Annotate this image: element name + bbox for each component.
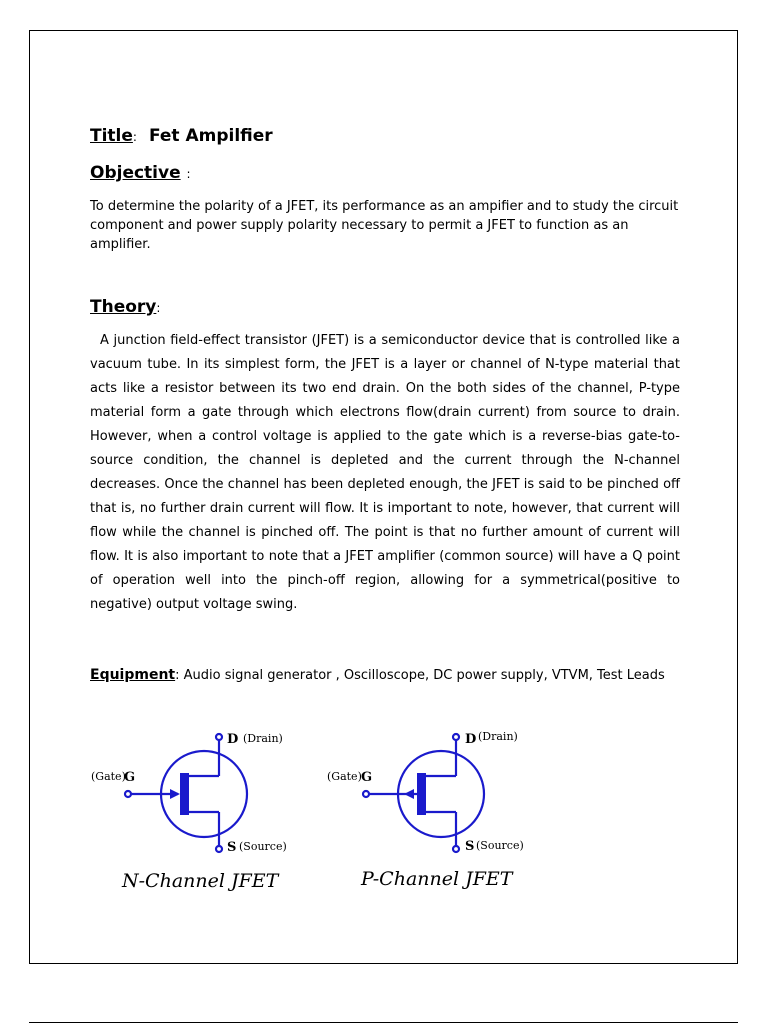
title-label: Title — [90, 126, 133, 146]
p-source-letter: S — [465, 839, 475, 854]
objective-paragraph: To determine the polarity of a JFET, its performance as an ampifier and to study the circuit component and power supply polarity necessary to permit a JFET to function as an amplifier. — [90, 199, 679, 252]
n-source-label: (Source) — [239, 840, 287, 853]
n-gate-terminal — [125, 791, 131, 797]
footer-rule — [29, 1022, 738, 1023]
p-channel-caption: P-Channel JFET — [361, 868, 513, 890]
n-gate-label: (Gate) — [91, 770, 126, 783]
p-drain-terminal — [453, 734, 459, 740]
n-channel-bar — [180, 773, 189, 815]
jfet-diagram — [86, 722, 546, 898]
p-source-terminal — [453, 846, 459, 852]
document-title: Fet Ampilfier — [148, 126, 273, 146]
p-gate-arrow — [404, 789, 414, 799]
theory-paragraph: A junction field-effect transistor (JFET) is a semiconductor device that is controlled like a vacuum tube. In its simplest form, the JFET is a layer or channel of N-type material that acts like a resistor between its two end drain. On the both sides of the channel, P-type material form a gate through which electrons flow(drain current) from source to drain. However, when a control voltage is applied to the gate which is a reverse-bias gate-to-source condition, the channel is depleted and the current through the N-channel decreases. Once the channel has been depleted enough, the JFET is said to be pinched off that is, no further drain current will flow. It is important to note, however, that current will flow while the channel is pinched off. The point is that no further amount of current will flow. It is also important to note that a JFET amplifier (common source) will have a Q point of operation well into the pinch-off region, allowing for a symmetrical(positive to negative) output voltage swing. — [90, 333, 680, 612]
n-drain-label: (Drain) — [243, 732, 283, 745]
equipment-list: : Audio signal generator , Oscilloscope, DC power supply, VTVM, Test Leads — [175, 668, 665, 683]
theory-label: Theory — [90, 297, 157, 317]
p-drain-letter: D — [465, 732, 477, 747]
n-source-letter: S — [227, 840, 237, 855]
n-gate-arrow — [170, 789, 180, 799]
n-channel-symbol — [125, 734, 247, 852]
objective-heading — [90, 163, 191, 183]
p-gate-letter: G — [361, 770, 373, 785]
objective-colon: : — [186, 167, 191, 181]
equipment-label: Equipment — [90, 667, 176, 683]
p-gate-terminal — [363, 791, 369, 797]
n-drain-terminal — [216, 734, 222, 740]
p-source-label: (Source) — [476, 839, 524, 852]
n-channel-caption: N-Channel JFET — [122, 870, 279, 892]
p-channel-symbol — [363, 734, 484, 852]
title-colon: : — [132, 130, 137, 144]
n-source-terminal — [216, 846, 222, 852]
p-channel-bar — [417, 773, 426, 815]
p-drain-label: (Drain) — [478, 730, 518, 743]
p-gate-label: (Gate) — [327, 770, 362, 783]
title-heading — [90, 126, 273, 146]
n-gate-letter: G — [124, 770, 136, 785]
equipment-section — [90, 665, 680, 686]
n-drain-letter: D — [227, 732, 239, 747]
theory-colon: : — [156, 301, 161, 315]
objective-label: Objective — [90, 163, 181, 183]
jfet-symbols-svg — [86, 722, 546, 894]
theory-heading — [90, 297, 160, 317]
